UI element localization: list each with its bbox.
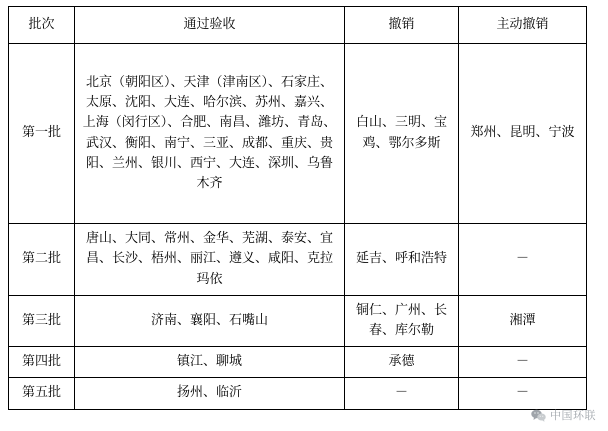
- row-revoked-cities: 白山、三明、宝鸡、鄂尔多斯: [345, 44, 459, 224]
- row-passed-cities: 北京（朝阳区）、天津（津南区）、石家庄、太原、沈阳、大连、哈尔滨、苏州、嘉兴、上海（闵行区）、合肥、南昌、潍坊、青岛、武汉、衡阳、南宁、三亚、成都、重庆、贵阳、兰州、银川、西宁、大连、深圳、乌鲁木齐: [75, 44, 345, 224]
- row-passed-cities: 济南、襄阳、石嘴山: [75, 296, 345, 347]
- row-passed-cities: 唐山、大同、常州、金华、芜湖、泰安、宜昌、长沙、梧州、丽江、遵义、咸阳、克拉玛依: [75, 224, 345, 296]
- column-header-passed: 通过验收: [75, 7, 345, 44]
- row-revoked-cities: 延吉、呼和浩特: [345, 224, 459, 296]
- table-row: [9, 347, 587, 378]
- watermark-label: 中国环联: [550, 409, 596, 422]
- row-batch-label: 第二批: [9, 224, 75, 296]
- row-self-revoked-cities: 郑州、昆明、宁波: [459, 44, 587, 224]
- row-batch-label: 第五批: [9, 378, 75, 409]
- wechat-icon: [531, 409, 546, 422]
- table-row: [9, 296, 587, 347]
- row-passed-cities: 扬州、临沂: [75, 378, 345, 409]
- column-header-self-revoked: 主动撤销: [459, 7, 587, 44]
- row-revoked-cities: 承德: [345, 347, 459, 378]
- table-row: [9, 224, 587, 296]
- batch-status-table: [8, 6, 587, 410]
- table-header-row: [9, 7, 587, 44]
- row-batch-label: 第一批: [9, 44, 75, 224]
- row-self-revoked-cities: －: [459, 224, 587, 296]
- row-self-revoked-cities: －: [459, 347, 587, 378]
- row-batch-label: 第四批: [9, 347, 75, 378]
- table-row: [9, 44, 587, 224]
- row-revoked-cities: －: [345, 378, 459, 409]
- watermark: [531, 407, 596, 423]
- column-header-revoked: 撤销: [345, 7, 459, 44]
- table-row: [9, 378, 587, 409]
- row-self-revoked-cities: －: [459, 378, 587, 409]
- row-self-revoked-cities: 湘潭: [459, 296, 587, 347]
- row-batch-label: 第三批: [9, 296, 75, 347]
- row-passed-cities: 镇江、聊城: [75, 347, 345, 378]
- table-container: [8, 6, 586, 410]
- row-revoked-cities: 铜仁、广州、长春、库尔勒: [345, 296, 459, 347]
- column-header-batch: 批次: [9, 7, 75, 44]
